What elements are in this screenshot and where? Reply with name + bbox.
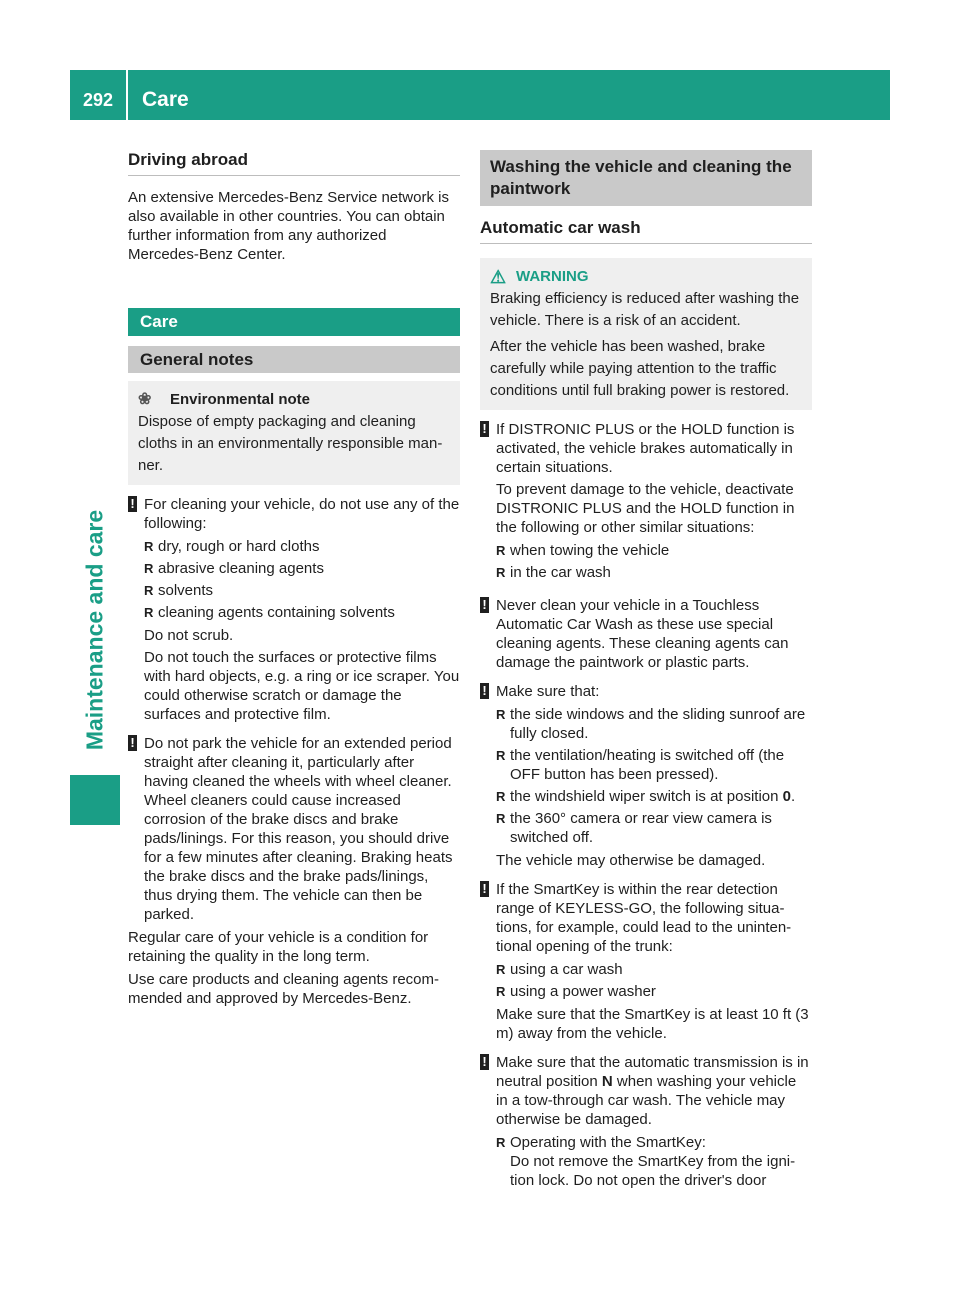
exclamation-icon: ! xyxy=(480,597,489,613)
notice-cleaning-p1: Do not scrub. xyxy=(144,627,234,644)
list-item: R the windshield wiper switch is at position 0. xyxy=(496,787,812,806)
list-item: R abrasive cleaning agents xyxy=(144,559,460,578)
side-tab-label: Maintenance and care xyxy=(81,509,108,751)
list-item: R the side windows and the sliding sunroof are fully closed. xyxy=(496,705,812,743)
list-item: R Operating with the SmartKey: Do not remove the SmartKey from the igni-tion lock. Do not open the driver's door xyxy=(496,1133,812,1190)
notice-cleaning-text: For cleaning your vehicle, do not use any of the following: xyxy=(144,496,460,532)
care-paragraph-2: Use care products and cleaning agents recom-mended and approved by Mercedes-Benz. xyxy=(128,971,440,1007)
notice-smartkey xyxy=(480,880,812,1043)
environmental-note xyxy=(128,381,460,485)
warning-title: WARNING xyxy=(516,268,589,285)
list-item: R using a power washer xyxy=(496,982,812,1001)
section-washing: Washing the vehicle and cleaning the paintwork xyxy=(480,150,812,206)
notice-transmission xyxy=(480,1053,812,1190)
list-item: R using a car wash xyxy=(496,960,812,979)
care-paragraph-1: Regular care of your vehicle is a condition for retaining the quality in the long term. xyxy=(128,929,429,965)
section-side-tab xyxy=(70,495,120,765)
header-bar xyxy=(70,70,890,120)
side-tab-marker xyxy=(70,775,120,825)
list-item: R cleaning agents containing solvents xyxy=(144,603,460,622)
page-number: 292 xyxy=(82,90,114,110)
list-item: R when towing the vehicle xyxy=(496,541,812,560)
notice-touchless-text: Never clean your vehicle in a Touchless Automatic Car Wash as these use special cleaning agents. These cleaning agents can damage the paintwork or plastic parts. xyxy=(496,597,789,671)
list-item: R in the car wash xyxy=(496,563,812,582)
notice-parking xyxy=(128,734,460,924)
lightbulb-icon: ❀ xyxy=(138,391,152,408)
notice-cleaning-p2: Do not touch the surfaces or protective films with hard objects, e.g. a ring or ice scraper. You could otherwise scratch or damage the surfaces and protective film. xyxy=(144,649,460,723)
warning-text-2: After the vehicle has been washed, brake carefully while paying attention to the traffic conditions until full braking power is restored. xyxy=(490,338,790,399)
list-item: R the ventilation/heating is switched off (the OFF button has been pressed). xyxy=(496,746,812,784)
heading-automatic-car-wash: Automatic car wash xyxy=(480,218,812,244)
notice-smartkey-end: Make sure that the SmartKey is at least 10 ft (3 m) away from the vehicle. xyxy=(496,1006,809,1042)
notice-parking-text: Do not park the vehicle for an extended period straight after cleaning it, particularly after having cleaned the wheels with wheel cleaner. Wheel cleaners could cause increased corrosion of the brake discs and brake pads/linings. For this reason, you should drive for a few minutes after cleaning. Braking heats the brake discs and the brake pads/linings, thus drying them. The vehicle can then be parked. xyxy=(144,735,453,923)
exclamation-icon: ! xyxy=(480,881,489,897)
exclamation-icon: ! xyxy=(128,496,137,512)
exclamation-icon: ! xyxy=(480,683,489,699)
notice-distronic xyxy=(480,420,812,582)
section-care-bar: Care xyxy=(128,308,460,336)
notice-touchless xyxy=(480,596,812,672)
notice-distronic-p2: To prevent damage to the vehicle, deactivate DISTRONIC PLUS and the HOLD function in the following or other similar situations: xyxy=(496,481,795,536)
driving-abroad-text: An extensive Mercedes-Benz Service network is also available in other countries. You can obtain further information from any authorized Mercedes-Benz Center. xyxy=(128,189,449,263)
list-item: R dry, rough or hard cloths xyxy=(144,537,460,556)
environmental-note-title: Environmental note xyxy=(170,391,311,408)
list-item: R solvents xyxy=(144,581,460,600)
notice-transmission-text: Make sure that the automatic transmission is in neutral position N when washing your vehicle in a tow-through car wash. The vehicle may otherwise be damaged. xyxy=(496,1054,809,1128)
exclamation-icon: ! xyxy=(480,421,489,437)
notice-smartkey-text: If the SmartKey is within the rear detection range of KEYLESS-GO, the following situa-tions, for example, could lead to the uninten-tional opening of the trunk: xyxy=(496,881,792,955)
notice-make-sure-text: Make sure that: xyxy=(496,683,600,700)
list-item: R the 360° camera or rear view camera is switched off. xyxy=(496,809,812,847)
right-column xyxy=(480,150,812,1194)
notice-make-sure xyxy=(480,682,812,870)
environmental-note-text: Dispose of empty packaging and cleaning cloths in an environmentally responsible man-ner. xyxy=(138,413,443,474)
warning-text-1: Braking efficiency is reduced after washing the vehicle. There is a risk of an accident. xyxy=(490,290,800,329)
section-general-notes: General notes xyxy=(128,346,460,373)
list-item-subtext: Do not remove the SmartKey from the igni-tion lock. Do not open the driver's door xyxy=(510,1153,796,1189)
header-divider xyxy=(126,70,128,120)
warning-icon: ⚠ xyxy=(490,267,507,287)
page-title: Care xyxy=(142,88,189,111)
notice-make-sure-end: The vehicle may otherwise be damaged. xyxy=(496,852,766,869)
warning-box xyxy=(480,258,812,410)
left-column xyxy=(128,150,460,1008)
notice-cleaning xyxy=(128,495,460,724)
exclamation-icon: ! xyxy=(128,735,137,751)
heading-driving-abroad: Driving abroad xyxy=(128,150,460,176)
notice-distronic-text: If DISTRONIC PLUS or the HOLD function is activated, the vehicle brakes automatically in certain situations. xyxy=(496,421,795,476)
exclamation-icon: ! xyxy=(480,1054,489,1070)
